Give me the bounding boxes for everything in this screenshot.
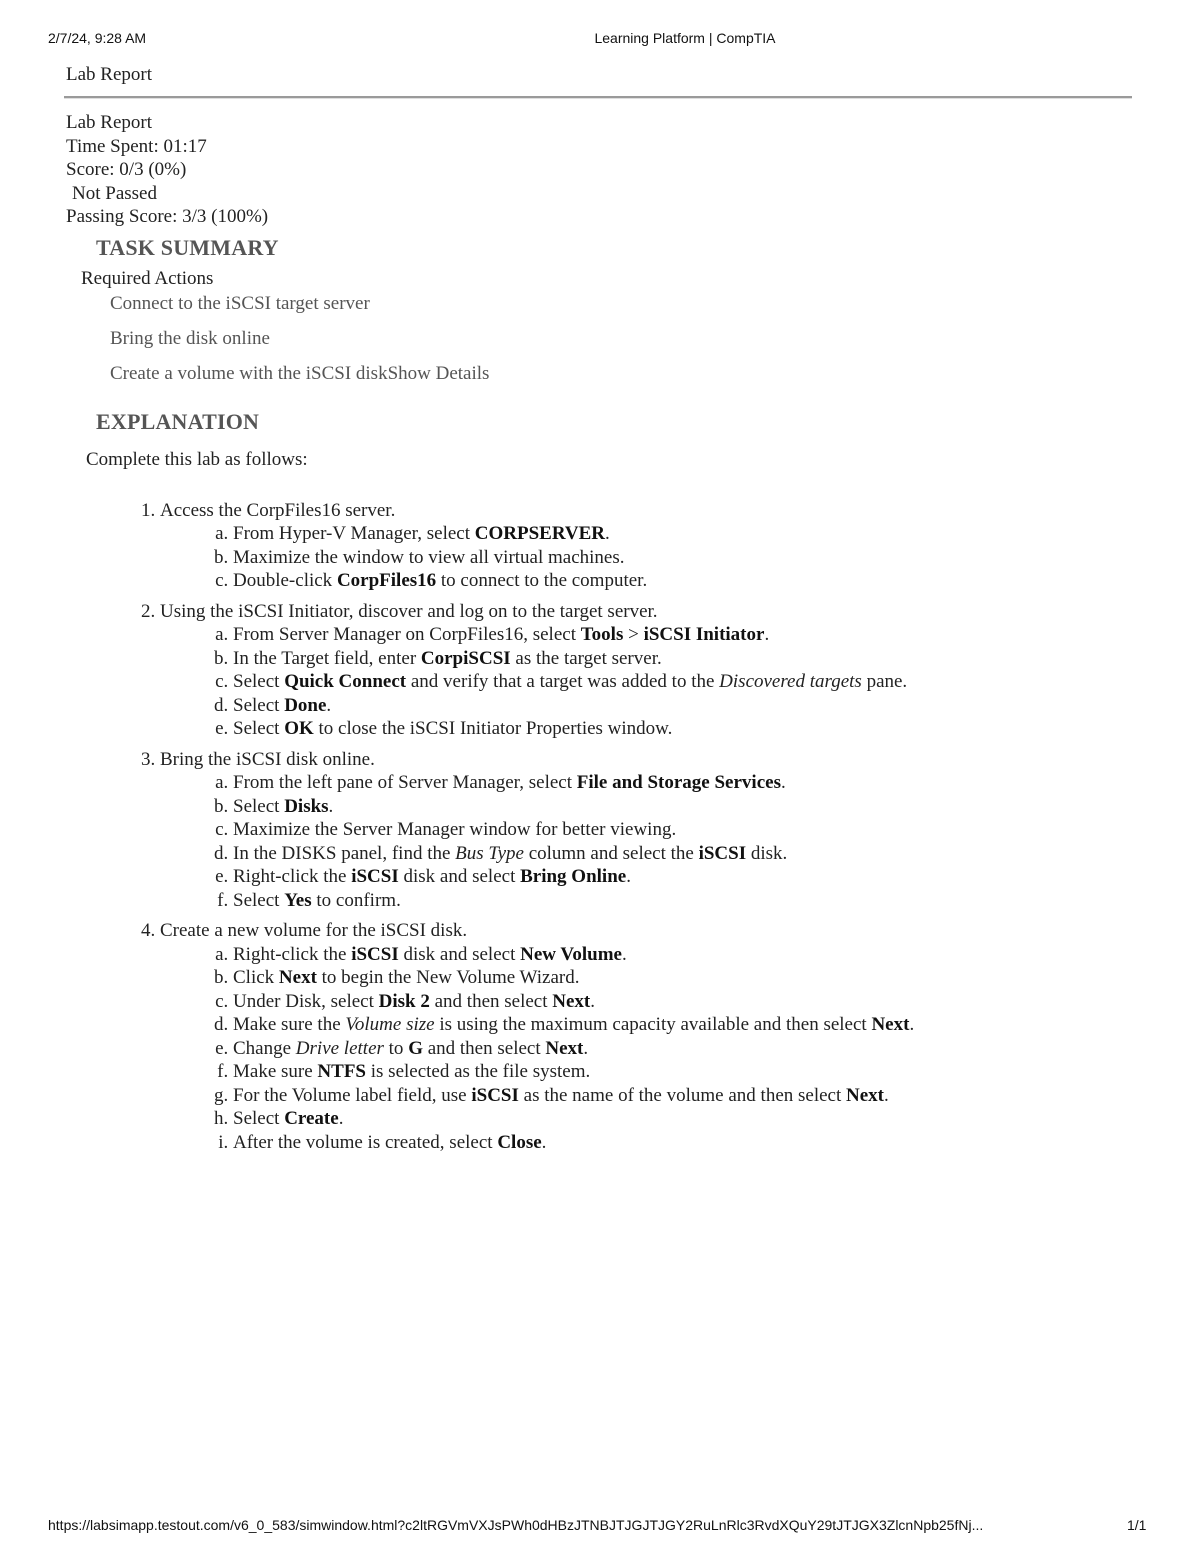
text-run: Select	[233, 718, 285, 739]
text-run: disk.	[746, 842, 788, 864]
italic-text: Bus Type	[455, 842, 524, 864]
required-action-item[interactable]: Create a volume with the iSCSI diskShow Details	[110, 362, 490, 384]
italic-text: Drive letter	[295, 1037, 384, 1059]
divider	[64, 96, 1132, 99]
text-run: Make sure the	[233, 1014, 346, 1035]
substep-item	[233, 990, 1132, 1014]
substep-item	[233, 1131, 1132, 1155]
italic-text: Discovered targets	[719, 671, 862, 692]
text-run: From the left pane of Server Manager, select	[233, 772, 577, 793]
text-run: Double-click	[233, 570, 337, 591]
text-run: is selected as the file system.	[366, 1061, 591, 1082]
text-run: Select	[233, 1108, 285, 1129]
step-item	[160, 499, 1132, 593]
substep-item	[233, 865, 1132, 889]
substeps-list	[160, 771, 1132, 912]
text-run: Maximize the Server Manager window for better viewing.	[233, 819, 677, 840]
italic-text: Volume size	[345, 1014, 435, 1035]
substep-item	[233, 1060, 1132, 1084]
step-item	[160, 748, 1132, 913]
page-title: Lab Report	[66, 64, 153, 85]
print-url: https://labsimapp.testout.com/v6_0_583/simwindow.html?c2ltRGVmVXJsPWh0dHBzJTNBJTJGJTJGY2RuLnRlc3RvdXQuY29tJTJGX3ZlcnNpb25fNj...	[48, 1517, 984, 1533]
score: Score: 0/3 (0%)	[66, 159, 187, 180]
step-title: Bring the iSCSI disk online.	[160, 748, 375, 770]
bold-text: iSCSI	[471, 1084, 519, 1106]
steps-list	[66, 499, 1132, 1155]
text-run: and verify that a target was added to the	[406, 671, 720, 692]
substeps-list	[160, 943, 1132, 1155]
substep-item	[233, 546, 1132, 570]
bold-text: File and Storage Services	[576, 772, 781, 793]
substep-item	[233, 522, 1132, 546]
text-run: From Server Manager on CorpFiles16, select	[233, 624, 581, 645]
substeps-list	[160, 522, 1132, 593]
text-run: Under Disk, select	[233, 990, 379, 1012]
text-run: .	[541, 1131, 547, 1153]
text-run: After the volume is created, select	[233, 1131, 498, 1153]
bold-text: Tools	[580, 624, 624, 645]
bold-text: Disk 2	[378, 990, 430, 1012]
text-run: Select	[233, 671, 285, 692]
bold-text: OK	[284, 718, 314, 739]
passing-score: Passing Score: 3/3 (100%)	[66, 206, 269, 227]
bold-text: CorpFiles16	[336, 570, 437, 591]
bold-text: Bring Online	[520, 866, 627, 887]
bold-text: Next	[552, 990, 591, 1012]
bold-text: NTFS	[317, 1061, 366, 1082]
text-run: .	[338, 1108, 344, 1129]
text-run: to begin the New Volume Wizard.	[316, 967, 580, 988]
substep-item	[233, 818, 1132, 842]
text-run: as the target server.	[510, 647, 662, 669]
bold-text: G	[408, 1037, 423, 1059]
explanation-intro: Complete this lab as follows:	[86, 448, 308, 470]
bold-text: Next	[846, 1084, 884, 1106]
step-item	[160, 919, 1132, 1154]
substep-item	[233, 694, 1132, 718]
substep-item	[233, 1084, 1132, 1108]
lab-report-content	[66, 64, 1132, 1161]
text-run: disk and select	[398, 943, 521, 965]
bold-text: Next	[871, 1014, 910, 1035]
required-action-item: Connect to the iSCSI target server	[110, 292, 370, 314]
substep-item	[233, 569, 1132, 593]
required-actions-list	[66, 293, 1132, 395]
bold-text: iSCSI	[351, 866, 399, 887]
required-action-item: Bring the disk online	[110, 327, 270, 349]
bold-text: CorpiSCSI	[420, 647, 511, 669]
substep-item	[233, 966, 1132, 990]
text-run: Select	[233, 889, 285, 911]
text-run: column and select the	[523, 842, 699, 864]
bold-text: Close	[497, 1131, 542, 1153]
text-run: In the DISKS panel, find the	[233, 842, 456, 864]
bold-text: iSCSI	[698, 842, 747, 864]
bold-text: Next	[545, 1037, 584, 1059]
substep-item	[233, 771, 1132, 795]
text-run: pane.	[861, 671, 908, 692]
bold-text: Next	[278, 967, 317, 988]
bold-text: CORPSERVER	[474, 523, 605, 544]
text-run: Select	[233, 694, 285, 716]
substep-item	[233, 842, 1132, 866]
text-run: Click	[233, 967, 279, 988]
text-run: .	[590, 990, 595, 1012]
substep-item	[233, 1107, 1132, 1131]
step-item	[160, 600, 1132, 741]
substep-item	[233, 889, 1132, 913]
step-title: Access the CorpFiles16 server.	[160, 499, 396, 521]
substep-item	[233, 1013, 1132, 1037]
substep-item	[233, 795, 1132, 819]
step-title: Create a new volume for the iSCSI disk.	[160, 920, 468, 941]
bold-text: iSCSI Initiator	[643, 624, 765, 645]
bold-text: Create	[284, 1108, 339, 1129]
bold-text: Done	[284, 694, 327, 716]
time-spent: Time Spent: 01:17	[66, 135, 207, 157]
substep-item	[233, 670, 1132, 694]
report-summary	[66, 111, 1132, 229]
substep-item	[233, 647, 1132, 671]
text-run: From Hyper-V Manager, select	[233, 523, 475, 544]
substep-item	[233, 943, 1132, 967]
bold-text: Quick Connect	[284, 671, 407, 692]
step-title: Using the iSCSI Initiator, discover and log on to the target server.	[160, 600, 658, 622]
text-run: Select	[233, 795, 285, 817]
text-run: to confirm.	[311, 889, 401, 911]
text-run: Maximize the window to view all virtual machines.	[233, 546, 625, 568]
text-run: and then select	[422, 1037, 546, 1059]
text-run: Change	[233, 1037, 296, 1059]
bold-text: New Volume	[520, 943, 622, 965]
text-run: Make sure	[233, 1061, 318, 1082]
text-run: disk and select	[398, 866, 521, 887]
text-run: .	[764, 624, 770, 645]
text-run: to close the iSCSI Initiator Properties window.	[313, 718, 673, 739]
print-page-number: 1/1	[1127, 1517, 1147, 1533]
status-badge: Not Passed	[72, 182, 157, 204]
text-run: .	[626, 866, 631, 887]
print-datetime: 2/7/24, 9:28 AM	[48, 30, 147, 46]
substep-item	[233, 1037, 1132, 1061]
text-run: .	[605, 523, 610, 544]
substeps-list	[160, 623, 1132, 741]
text-run: .	[909, 1014, 915, 1035]
required-actions-title: Required Actions	[81, 267, 214, 289]
bold-text: Yes	[284, 889, 312, 911]
bold-text: iSCSI	[351, 943, 399, 965]
explanation-heading: EXPLANATION	[96, 408, 260, 434]
text-run: >	[623, 624, 644, 645]
text-run: .	[328, 795, 334, 817]
substep-item	[233, 623, 1132, 647]
text-run: For the Volume label field, use	[233, 1084, 472, 1106]
print-page-title: Learning Platform | CompTIA	[594, 30, 776, 46]
text-run: In the Target field, enter	[233, 647, 421, 669]
text-run: Right-click the	[233, 866, 352, 887]
substep-item	[233, 717, 1132, 741]
text-run: Right-click the	[233, 943, 352, 965]
text-run: and then select	[429, 990, 553, 1012]
text-run: to connect to the computer.	[436, 570, 648, 591]
task-summary-heading: TASK SUMMARY	[96, 234, 279, 260]
text-run: is using the maximum capacity available and then select	[434, 1014, 872, 1035]
text-run: .	[780, 772, 786, 793]
text-run: .	[326, 694, 332, 716]
bold-text: Disks	[284, 795, 329, 817]
text-run: .	[583, 1037, 589, 1059]
report-heading: Lab Report	[66, 112, 153, 133]
text-run: to	[383, 1037, 409, 1059]
text-run: .	[884, 1084, 889, 1106]
text-run: .	[621, 943, 627, 965]
text-run: as the name of the volume and then select	[518, 1084, 847, 1106]
